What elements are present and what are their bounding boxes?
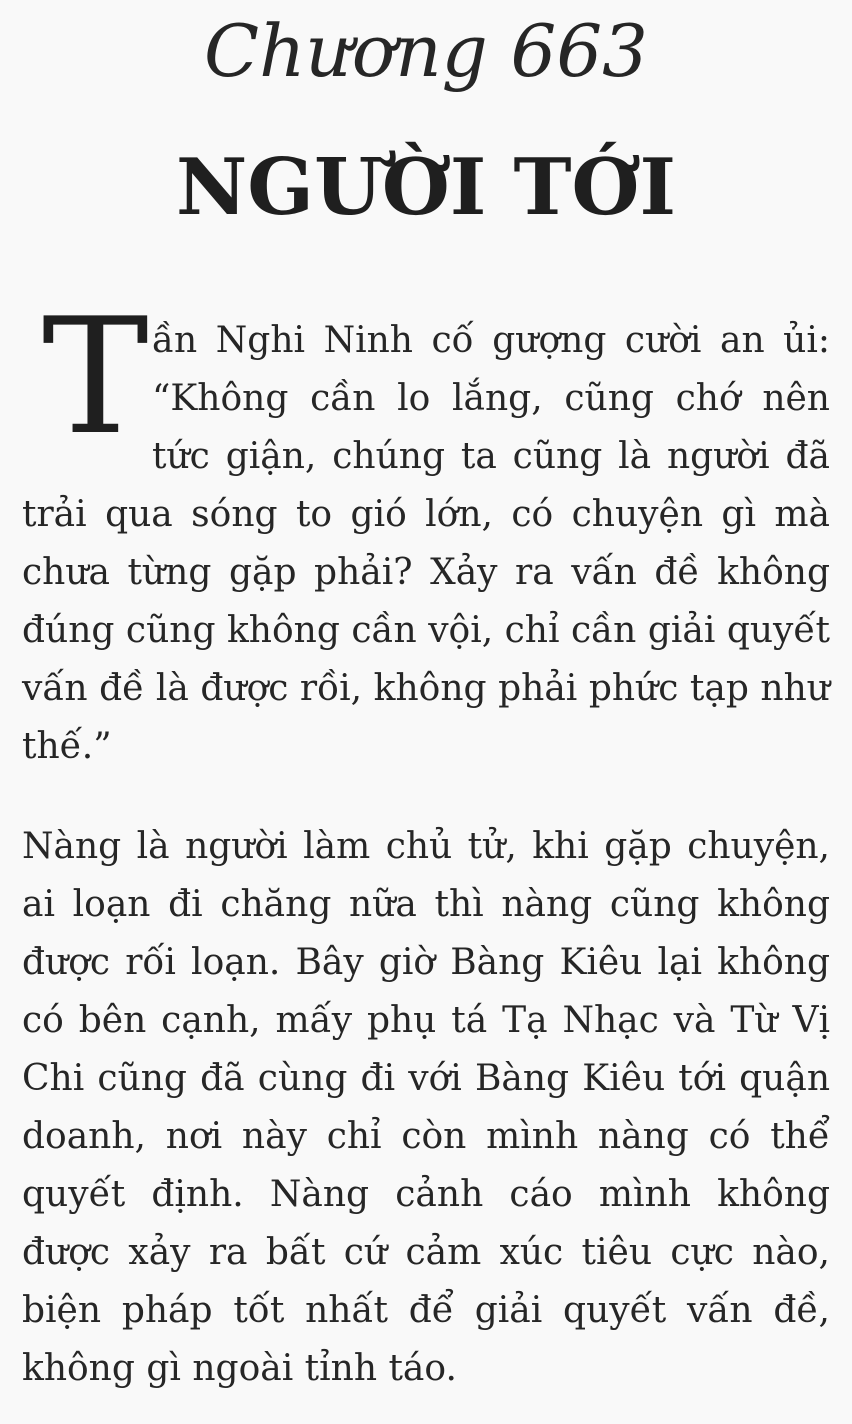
chapter-title: NGƯỜI TỚI	[176, 142, 676, 233]
paragraph	[22, 818, 830, 1398]
drop-cap-letter: T	[42, 283, 149, 470]
drop-cap-box	[22, 283, 152, 486]
chapter-number: Chương 663	[204, 9, 648, 93]
paragraph-text: ần Nghi Ninh cố gượng cười an ủi: “Không cần lo lắng, cũng chớ nên tức giận, chúng ta cũng là người đã trải qua sóng to gió lớn, có chuyện gì mà chưa từng gặp phải? Xảy ra vấn đề không đúng cũng không cần vội, chỉ cần giải quyết vấn đề là được rồi, không phải phức tạp như thế.”	[22, 320, 830, 767]
paragraph-text: Nàng là người làm chủ tử, khi gặp chuyện, ai loạn đi chăng nữa thì nàng cũng không được rối loạn. Bây giờ Bàng Kiêu lại không có bên cạnh, mấy phụ tá Tạ Nhạc và Từ Vị Chi cũng đã cùng đi với Bàng Kiêu tới quận doanh, nơi này chỉ còn mình nàng có thể quyết định. Nàng cảnh cáo mình không được xảy ra bất cứ cảm xúc tiêu cực nào, biện pháp tốt nhất để giải quyết vấn đề, không gì ngoài tỉnh táo.	[22, 826, 830, 1389]
paragraph	[22, 283, 830, 776]
